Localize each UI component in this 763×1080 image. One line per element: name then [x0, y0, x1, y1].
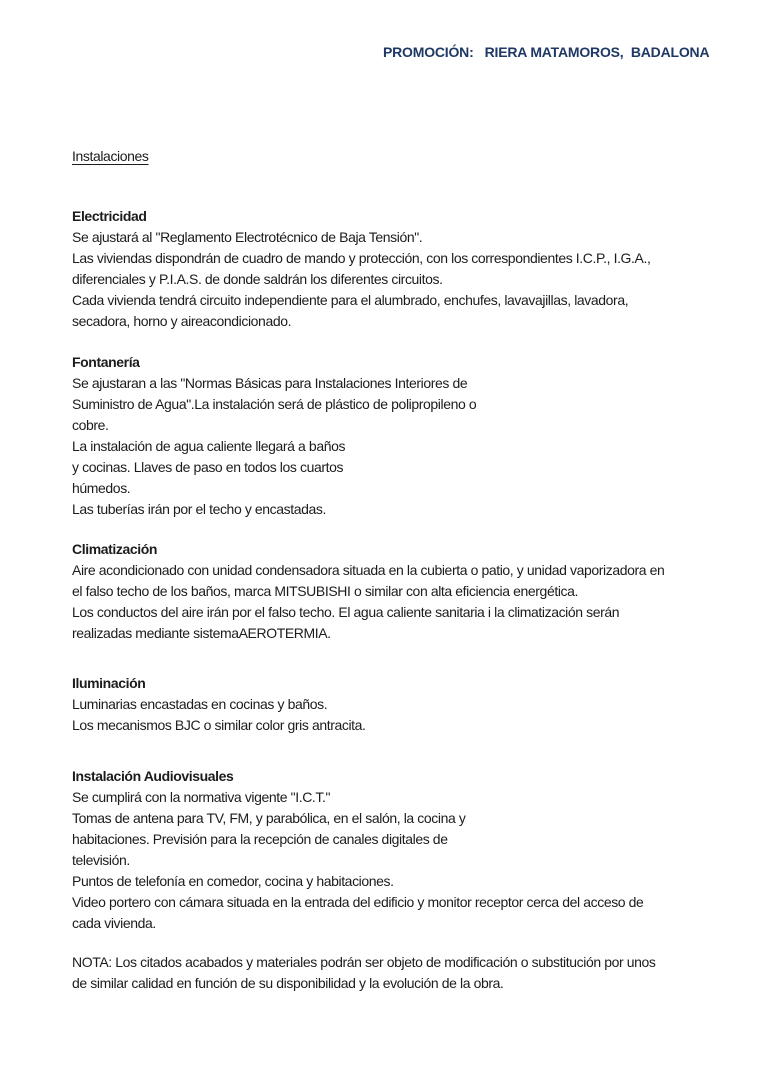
text-line: Suministro de Agua".La instalación será de plástico de polipropileno o [72, 396, 477, 412]
text-line: Las tuberías irán por el techo y encastadas. [72, 501, 327, 517]
text-line: Video portero con cámara situada en la entrada del edificio y monitor receptor cerca del acceso de [72, 894, 644, 910]
text-line: Tomas de antena para TV, FM, y parabólica, en el salón, la cocina y [72, 810, 466, 826]
section-climatizacion [72, 539, 664, 644]
section-fontaneria [72, 352, 476, 520]
section-title: Instalación Audiovisuales [72, 768, 234, 784]
text-line: Los mecanismos BJC o similar color gris antracita. [72, 717, 366, 733]
text-line: Se ajustará al "Reglamento Electrotécnico de Baja Tensión". [72, 229, 423, 245]
note-line: NOTA: Los citados acabados y materiales podrán ser objeto de modificación o substitución por unos [72, 954, 656, 970]
text-line: habitaciones. Previsión para la recepción de canales digitales de [72, 831, 448, 847]
text-line: Cada vivienda tendrá circuito independiente para el alumbrado, enchufes, lavavajillas, lavadora, [72, 292, 629, 308]
text-line: Las viviendas dispondrán de cuadro de mando y protección, con los correspondientes I.C.P., I.G.A., [72, 250, 651, 266]
text-line: televisión. [72, 852, 130, 868]
text-line: realizadas mediante sistemaAEROTERMIA. [72, 625, 331, 641]
section-title: Fontanería [72, 354, 140, 370]
text-line: Puntos de telefonía en comedor, cocina y habitaciones. [72, 873, 394, 889]
note [72, 952, 656, 994]
text-line: Se cumplirá con la normativa vigente "I.C.T." [72, 789, 331, 805]
section-title: Climatización [72, 541, 158, 557]
section-iluminacion [72, 673, 366, 736]
text-line: el falso techo de los baños, marca MITSUBISHI o similar con alta eficiencia energética. [72, 583, 579, 599]
section-electricidad [72, 206, 650, 332]
text-line: diferenciales y P.I.A.S. de donde saldrán los diferentes circuitos. [72, 271, 443, 287]
text-line: Se ajustaran a las "Normas Básicas para Instalaciones Interiores de [72, 375, 468, 391]
text-line: húmedos. [72, 480, 131, 496]
promo-header: PROMOCIÓN: RIERA MATAMOROS, BADALONA [383, 44, 710, 60]
section-title: Electricidad [72, 208, 147, 224]
text-line: y cocinas. Llaves de paso en todos los cuartos [72, 459, 344, 475]
note-line: de similar calidad en función de su disponibilidad y la evolución de la obra. [72, 975, 504, 991]
text-line: La instalación de agua caliente llegará a baños [72, 438, 346, 454]
text-line: secadora, horno y aireacondicionado. [72, 313, 292, 329]
doc-title: Instalaciones [72, 148, 149, 164]
section-title: Iluminación [72, 675, 146, 691]
section-audiovisuales [72, 766, 643, 934]
text-line: cobre. [72, 417, 109, 433]
text-line: cada vivienda. [72, 915, 156, 931]
text-line: Luminarias encastadas en cocinas y baños. [72, 696, 328, 712]
text-line: Los conductos del aire irán por el falso techo. El agua caliente sanitaria i la climatización serán [72, 604, 620, 620]
text-line: Aire acondicionado con unidad condensadora situada en la cubierta o patio, y unidad vaporizadora en [72, 562, 665, 578]
